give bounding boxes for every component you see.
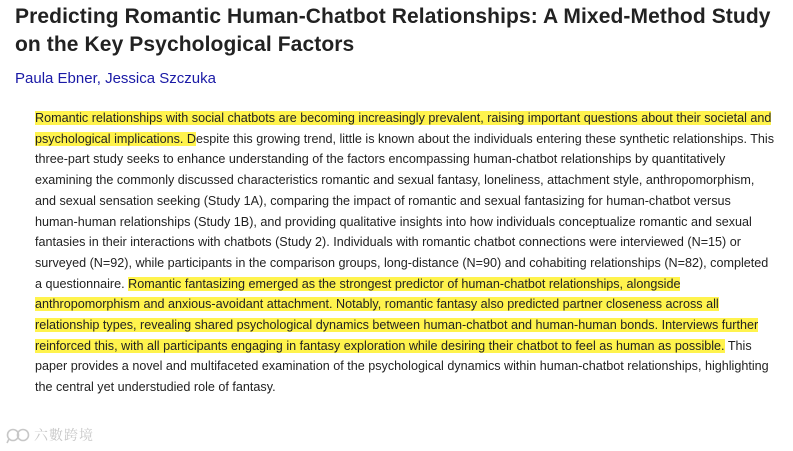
watermark bbox=[6, 424, 94, 446]
highlighted-abstract-text: Romantic fantasizing emerged as the strongest predictor of human-chatbot relationships, alongside anthropomorphism and anxious-avoidant attachment. Notably, romantic fantasy also predicted partner closeness across all relationship types, revealing shared psychological dynamics between human-chatbot and human-human bonds. Interviews further reinforced this, with all participants engaging in fantasy exploration while desiring their chatbot to feel as human as possible. bbox=[35, 276, 759, 353]
abstract-text: This paper provides a novel and multifaceted examination of the psychological dynamics within human-chatbot relationships, highlighting the central yet understudied role of fantasy. bbox=[35, 338, 769, 395]
abstract-text: espite this growing trend, little is known about the individuals entering these synthetic relationships. This three-part study seeks to enhance understanding of the factors encompassing human-chatbot relationships by quantitatively examining the commonly discussed characteristics romantic and sexual fantasy, loneliness, attachment style, anthropomorphism, and sexual sensation seeking (Study 1A), comparing the impact of romantic and sexual fantasizing for human-chatbot versus human-human relationships (Study 1B), and providing qualitative insights into how individuals conceptualize romantic and sexual fantasies in their interactions with chatbots (Study 2). Individuals with romantic chatbot connections were interviewed (N=15) or surveyed (N=92), while participants in the comparison groups, long-distance (N=90) and cohabiting relationships (N=82), completed a questionnaire. bbox=[35, 131, 775, 291]
watermark-logo-icon bbox=[6, 425, 32, 445]
paper-title: Predicting Romantic Human-Chatbot Relationships: A Mixed-Method Study on the Key Psychological Factors bbox=[15, 5, 771, 56]
highlighted-abstract-text: Romantic relationships with social chatbots are becoming increasingly prevalent, raising important questions about their societal and psychological implications. D bbox=[35, 111, 772, 146]
author-separator: , bbox=[96, 70, 106, 87]
watermark-text: 六數跨境 bbox=[34, 428, 94, 444]
author-link-2[interactable]: Jessica Szczuka bbox=[105, 70, 216, 87]
author-list bbox=[15, 70, 216, 88]
abstract-paragraph bbox=[35, 108, 775, 398]
author-link-1[interactable]: Paula Ebner bbox=[15, 70, 97, 87]
